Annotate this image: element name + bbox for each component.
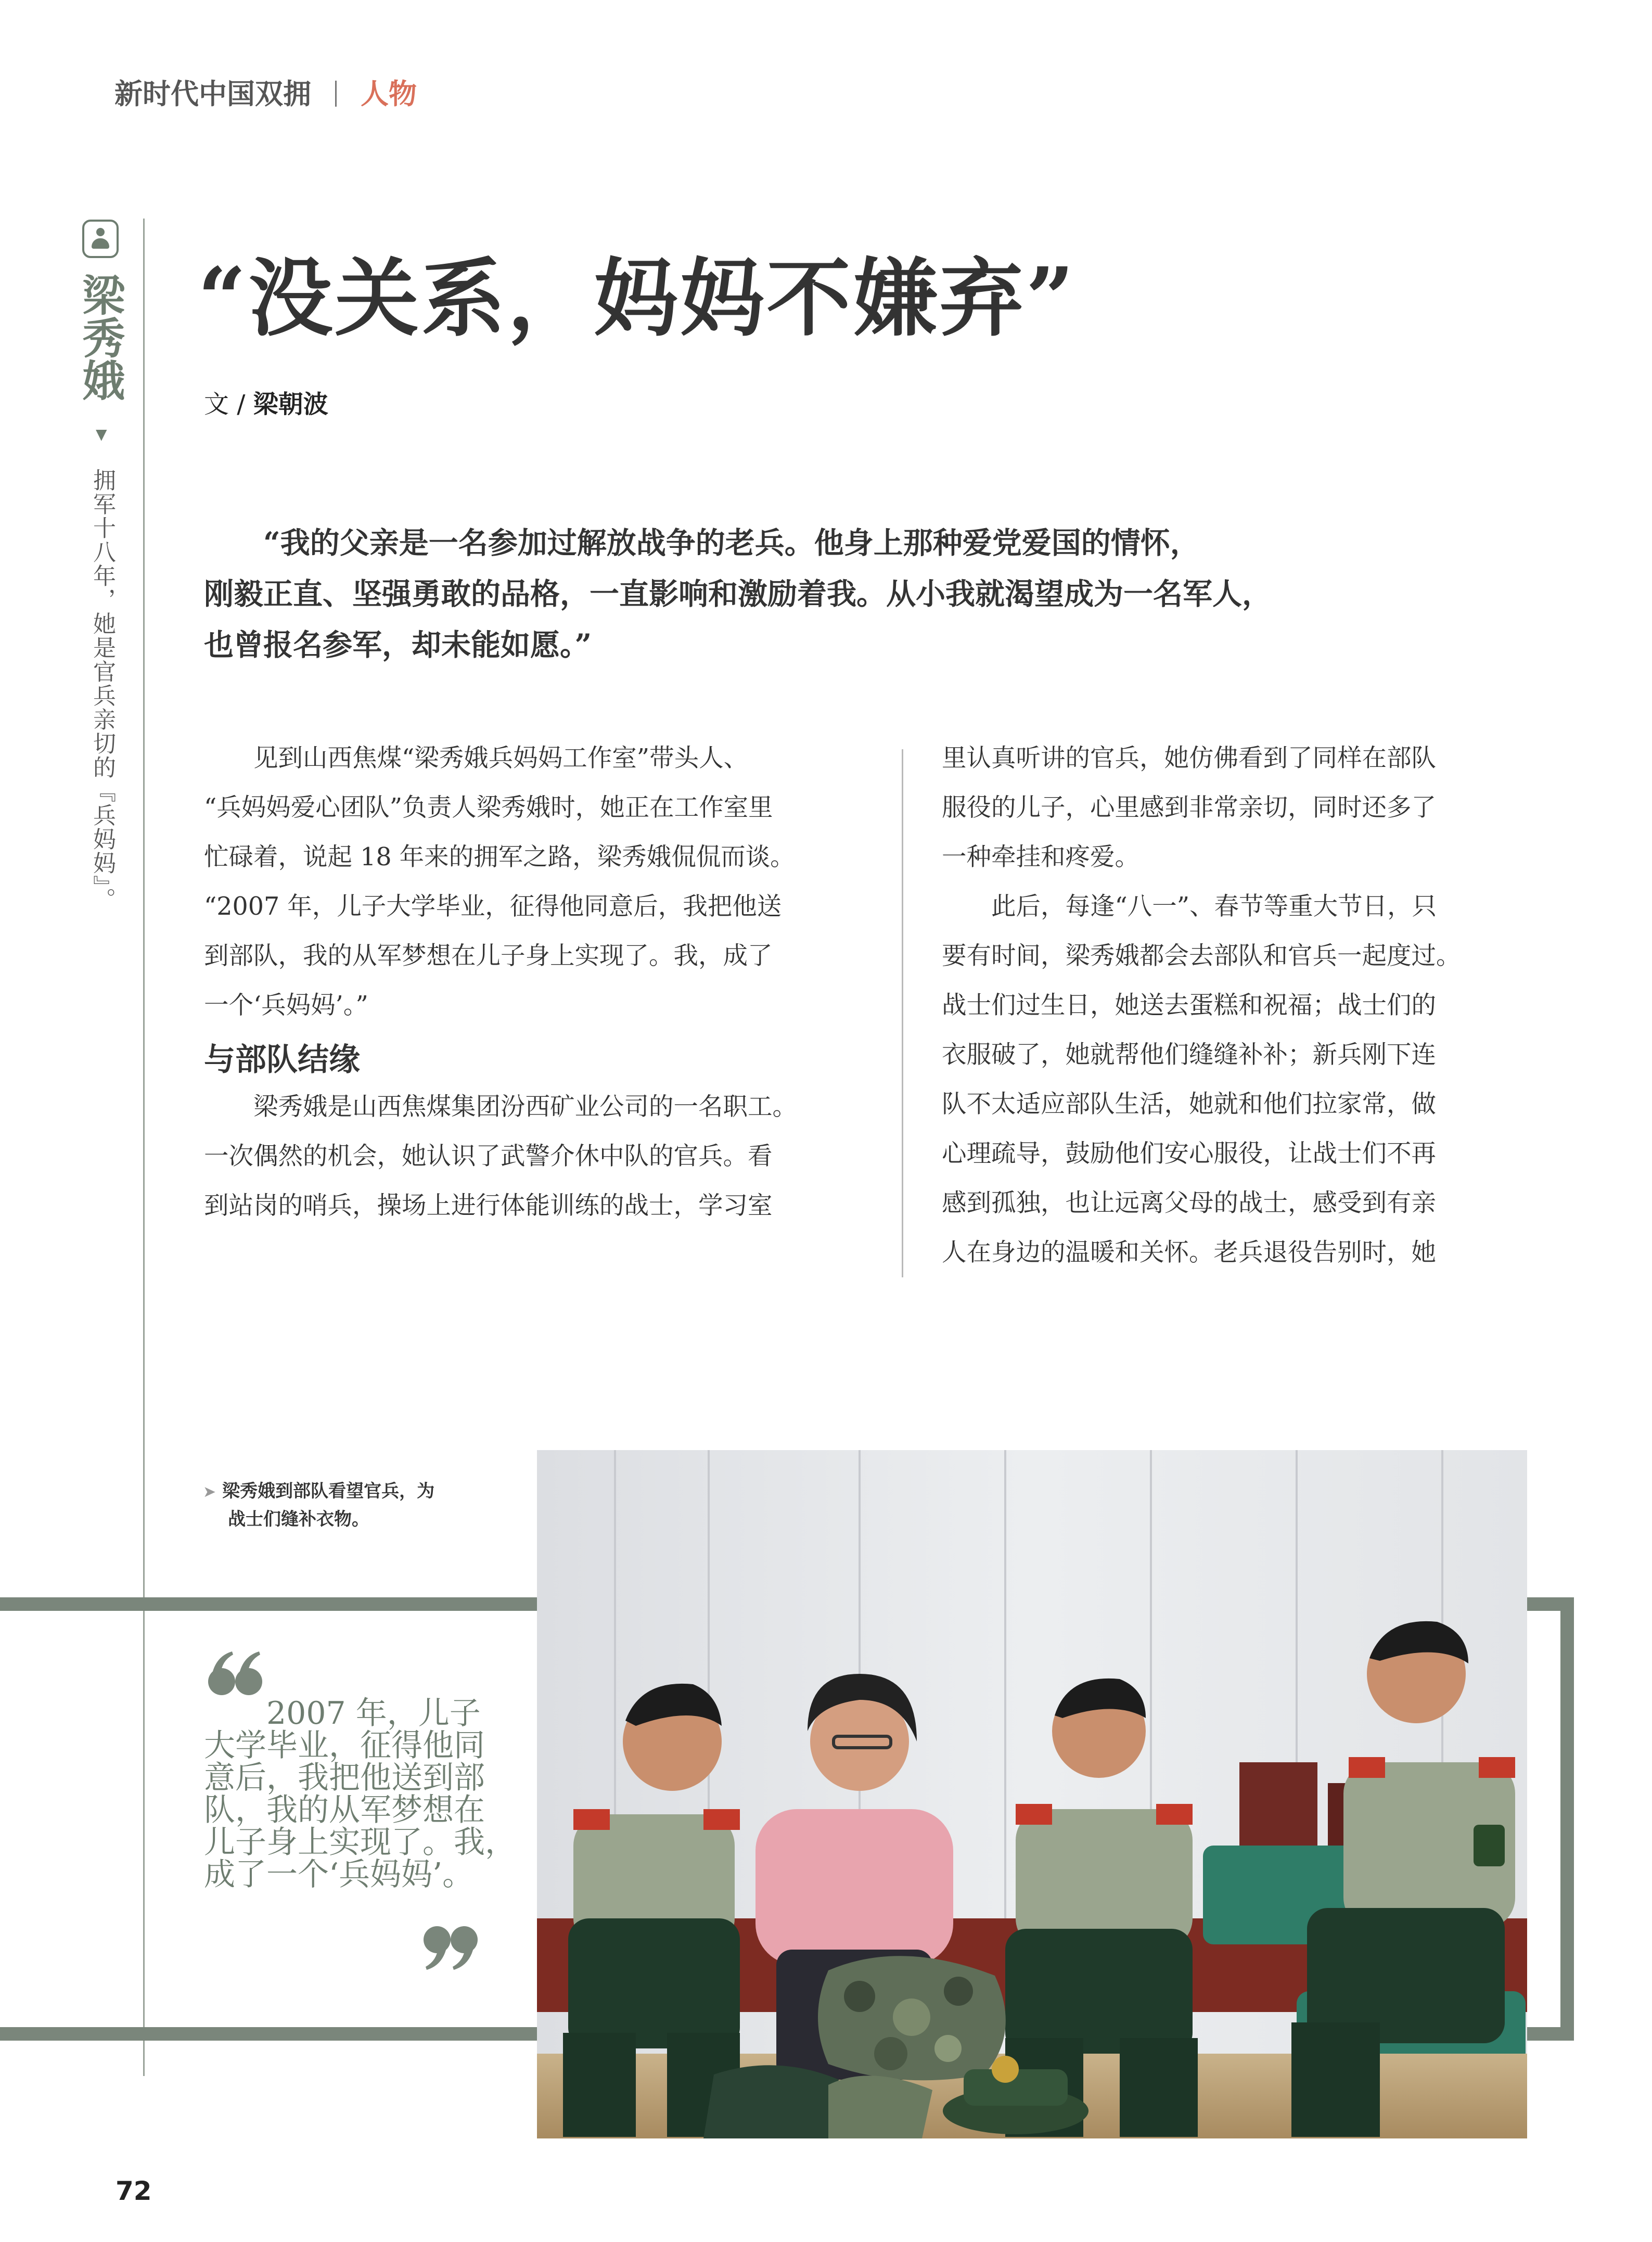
running-header	[114, 72, 417, 112]
body-line: “2007 年，儿子大学毕业，征得他同意后，我把他送	[204, 892, 782, 921]
pull-quote-line: 儿子身上实现了。我，	[204, 1824, 516, 1861]
body-column-2	[942, 734, 1530, 1277]
body-line: 感到孤独，也让远离父母的战士，感受到有亲	[942, 1189, 1436, 1218]
pull-quote-line: 成了一个‘兵妈妈’。	[204, 1856, 474, 1893]
column-divider	[902, 749, 903, 1277]
lead-line: 刚毅正直、坚强勇敢的品格，一直影响和激励着我。从小我就渴望成为一名军人，	[204, 576, 1272, 611]
photo-caption	[203, 1478, 434, 1533]
body-line: 里认真听讲的官兵，她仿佛看到了同样在部队	[942, 744, 1436, 773]
pull-quote-line: 队，我的从军梦想在	[204, 1792, 485, 1828]
body-line: 战士们过生日，她送去蛋糕和祝福；战士们的	[942, 991, 1436, 1020]
body-line: 要有时间，梁秀娥都会去部队和官兵一起度过。	[942, 942, 1461, 970]
close-quote-icon	[421, 1925, 479, 1972]
body-line: 见到山西焦煤“梁秀娥兵妈妈工作室”带头人、	[253, 744, 749, 773]
magazine-name: 新时代中国双拥	[114, 78, 311, 110]
body-line: 衣服破了，她就帮他们缝缝补补；新兵刚下连	[942, 1041, 1436, 1069]
sidebar-marker-icon: ▼	[96, 426, 107, 443]
sidebar-person-name: 梁秀娥	[75, 273, 125, 401]
header-divider	[335, 81, 337, 107]
body-line: 心理疏导，鼓励他们安心服役，让战士们不再	[942, 1139, 1436, 1168]
pull-quote-text	[204, 1695, 516, 1893]
body-line: 梁秀娥是山西焦煤集团汾西矿业公司的一名职工。	[253, 1093, 797, 1121]
body-line: 忙碌着，说起 18 年来的拥军之路，梁秀娥侃侃而谈。	[204, 843, 795, 872]
body-column-1	[204, 734, 875, 1231]
body-line: 此后，每逢“八一”、春节等重大节日，只	[991, 892, 1437, 921]
body-line: 到部队，我的从军梦想在儿子身上实现了。我，成了	[204, 942, 773, 970]
caption-arrow-icon: ➤	[203, 1483, 216, 1501]
person-icon	[82, 220, 119, 258]
pull-quote-line: 2007 年，儿子	[266, 1695, 481, 1732]
body-line: 服役的儿子，心里感到非常亲切，同时还多了	[942, 793, 1436, 822]
subheading: 与部队结缘	[204, 1042, 360, 1078]
body-line: 一次偶然的机会，她认识了武警介休中队的官兵。看	[204, 1142, 773, 1171]
section-name: 人物	[361, 78, 417, 110]
pull-quote-line: 大学毕业，征得他同	[204, 1727, 485, 1764]
body-line: “兵妈妈爱心团队”负责人梁秀娥时，她正在工作室里	[204, 793, 773, 822]
caption-line: 梁秀娥到部队看望官兵，为	[222, 1481, 435, 1502]
byline-prefix: 文 /	[204, 390, 253, 419]
body-line: 队不太适应部队生活，她就和他们拉家常，做	[942, 1090, 1436, 1119]
body-line: 一种牵挂和疼爱。	[942, 843, 1139, 872]
body-line: 到站岗的哨兵，操场上进行体能训练的战士，学习室	[204, 1192, 773, 1220]
lead-line: “我的父亲是一名参加过解放战争的老兵。他身上那种爱党爱国的情怀，	[263, 526, 1200, 560]
article-title: “没关系，妈妈不嫌弃”	[198, 249, 1077, 348]
pull-quote-line: 意后，我把他送到部	[204, 1760, 485, 1796]
body-line: 人在身边的温暖和关怀。老兵退役告别时，她	[942, 1238, 1436, 1267]
article-photo	[537, 1450, 1527, 2138]
lead-line: 也曾报名参军，却未能如愿。”	[204, 627, 592, 662]
open-quote-icon	[207, 1649, 264, 1696]
caption-line: 战士们缝补衣物。	[228, 1509, 369, 1530]
byline	[204, 384, 328, 420]
body-line: 一个‘兵妈妈’。”	[204, 991, 368, 1020]
lead-quote	[204, 518, 1432, 671]
page-number: 72	[116, 2176, 152, 2206]
sidebar-summary: 拥军十八年，她是官兵亲切的『兵妈妈』。	[89, 468, 116, 912]
author-name: 梁朝波	[253, 390, 328, 419]
